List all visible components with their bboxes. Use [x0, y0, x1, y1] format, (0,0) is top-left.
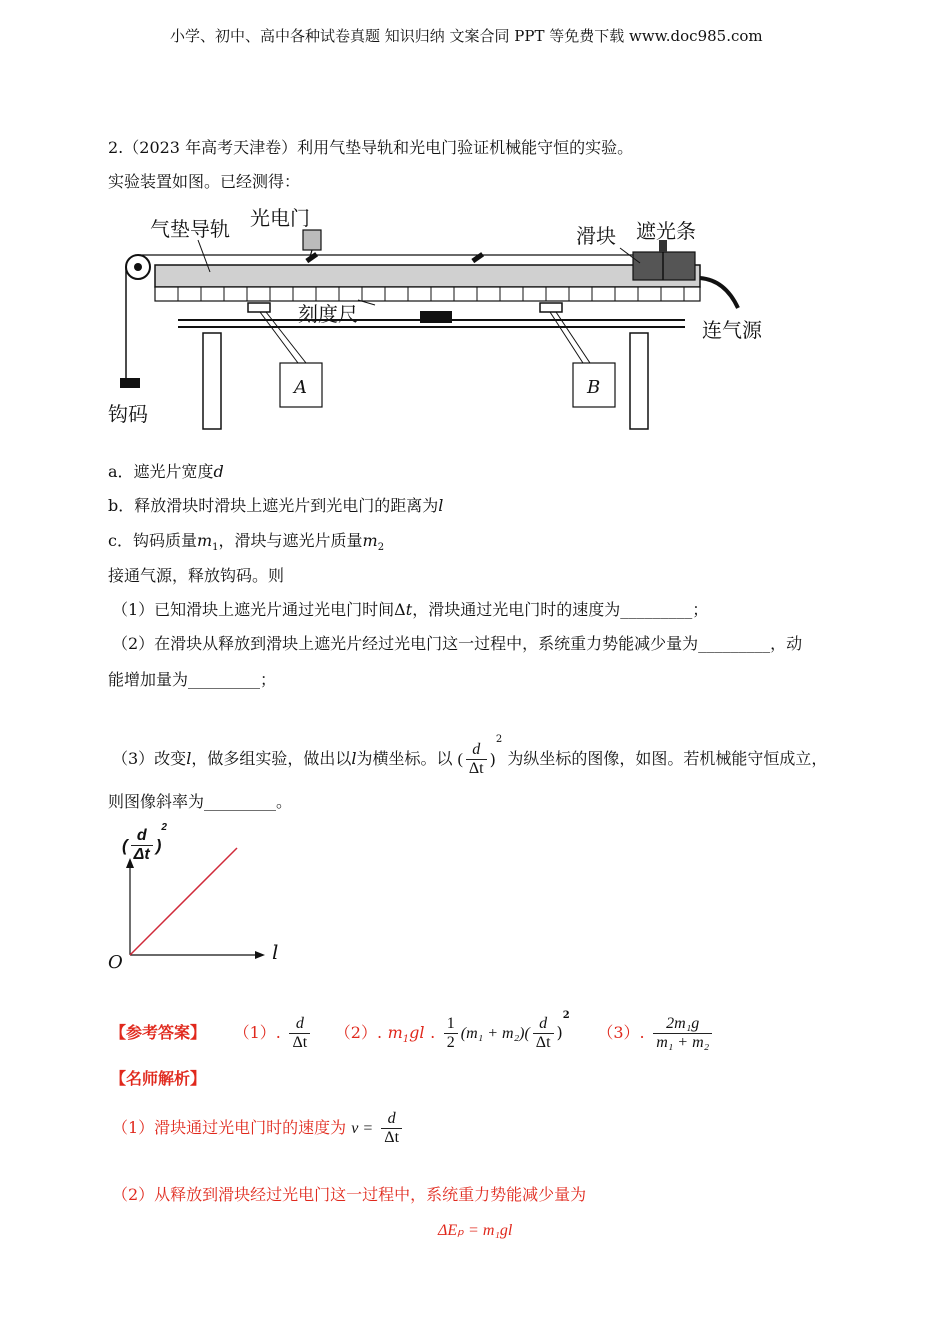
label-box-b: B — [587, 377, 601, 398]
air-track — [155, 265, 700, 287]
q2-line1: （2）在滑块从释放到滑块上遮光片经过光电门这一过程中，系统重力势能减少量为_________，动 — [112, 634, 803, 653]
air-hose — [700, 278, 738, 308]
label-hook-weight: 钩码 — [108, 402, 148, 426]
graph-y-label: ( $\frac{d}{\Delta t}$ )$^2$ — [122, 822, 167, 864]
item-b: b．释放滑块时滑块上遮光片到光电门的距离为l — [108, 496, 444, 515]
question-intro-2: 实验装置如图。已经测得： — [108, 172, 301, 191]
label-shade-strip: 遮光条 — [636, 219, 696, 243]
then-text: 接通气源，释放钩码。则 — [108, 566, 285, 585]
graph-origin: O — [108, 952, 123, 973]
photogate-shape — [303, 230, 321, 250]
analysis-p2-eq: ΔEₚ = m₁gl — [438, 1222, 513, 1239]
page-header: 小学、初中、高中各种试卷真题 知识归纳 文案合同 PPT 等免费下载 www.doc985.com — [170, 27, 763, 45]
q3-line2: 则图像斜率为_________。 — [108, 792, 293, 811]
slider-shape — [633, 252, 695, 280]
question-intro: 2.（2023 年高考天津卷）利用气垫导轨和光电门验证机械能守恒的实验。 — [108, 138, 634, 157]
q2-line2: 能增加量为_________； — [108, 670, 277, 689]
graph-line — [130, 848, 237, 955]
label-air-source: 连气源 — [702, 318, 762, 342]
label-slider: 滑块 — [576, 224, 616, 248]
label-air-track: 气垫导轨 — [150, 217, 230, 241]
analysis-p1: （1）滑块通过光电门时的速度为 v = $\frac{d}{\Delta t}$ — [112, 1100, 405, 1157]
item-c: c．钩码质量$m_1$，滑块与遮光片质量$m_2$ — [108, 531, 385, 554]
q3-line1: （3）改变l，做多组实验，做出以l为横坐标。以 ( $\frac{d}{\Delta t}$ )$^2$ 为纵坐标的图像，如图。若机械能守恒成立， — [112, 734, 828, 777]
label-photogate: 光电门 — [250, 206, 310, 230]
label-box-a: A — [294, 377, 307, 398]
ruler — [155, 287, 700, 301]
q1: （1）已知滑块上遮光片通过光电门时间Δt，滑块通过光电门时的速度为_________； — [112, 600, 709, 619]
answer-row: 【参考答案】 （1）. $\frac{d}{\Delta t}$ （2）. $m_1gl$ . $\frac{1}{2}$ (m₁ + m₂)( $\frac{d}{\Delta t}$ )$^2$ （3）. $\frac{\text{2m₁g}}{\text{m₁ + m₂}}$ — [110, 988, 715, 1068]
label-ruler: 刻度尺 — [298, 302, 358, 326]
hook-weight-shape — [120, 378, 140, 388]
analysis-p2: （2）从释放到滑块经过光电门这一过程中，系统重力势能减少量为 — [112, 1185, 587, 1204]
analysis-label: 【名师解析】 — [110, 1069, 207, 1088]
item-a: a．遮光片宽度d — [108, 462, 224, 481]
graph-x-label: l — [272, 940, 279, 964]
